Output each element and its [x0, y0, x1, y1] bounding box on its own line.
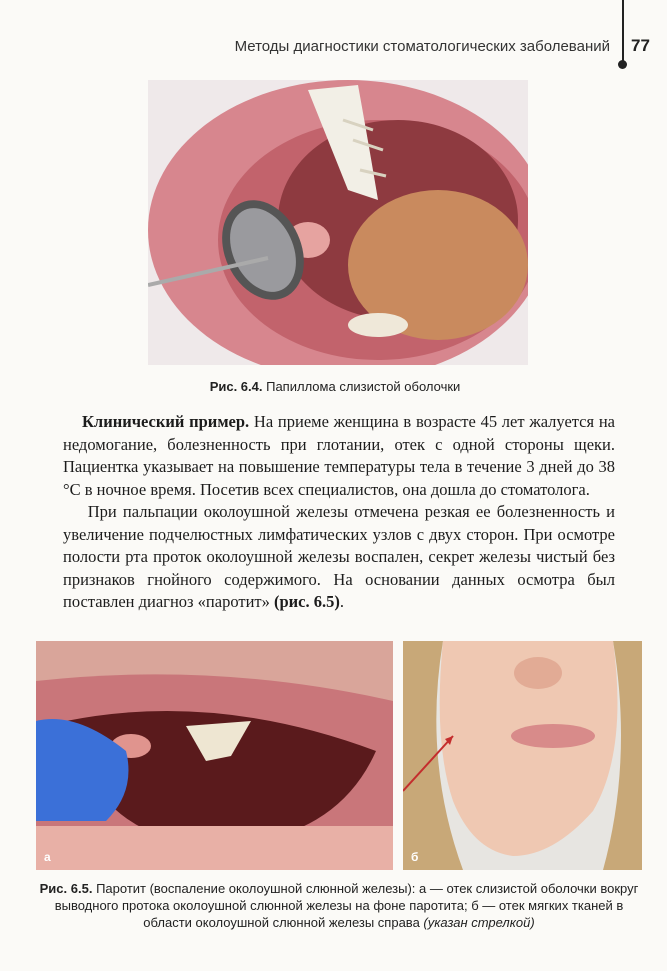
figure-6-4-caption-lead: Рис. 6.4.: [209, 379, 263, 394]
figure-6-5-caption-lead: Рис. 6.5.: [39, 881, 93, 896]
figure-6-5a-photo: [36, 641, 393, 870]
figure-reference: (рис. 6.5): [274, 592, 340, 611]
figure-6-5-caption: [34, 880, 644, 931]
header-rule: [622, 0, 624, 64]
palpation-end: .: [339, 592, 344, 611]
figure-6-5-caption-text: Паротит (воспаление околоушной слюнной железы): а — отек слизистой оболочки вокруг выводного протока околоушной слюнной железы на фоне паротита; б — отек мягких тканей в области околоушной слюнной железы справа: [54, 881, 639, 930]
figure-6-5b-label: б: [411, 850, 419, 864]
paragraph-palpation: [63, 501, 615, 614]
body-text: [63, 411, 615, 614]
figure-6-5a-label: а: [44, 850, 51, 864]
figure-6-4-photo: [148, 80, 528, 365]
clinical-example-lead: Клинический пример.: [81, 412, 250, 431]
running-head: Методы диагностики стоматологических заболеваний: [234, 38, 610, 55]
header-dot: [618, 60, 627, 69]
figure-6-5b-photo: [403, 641, 642, 870]
page-number: 77: [631, 36, 650, 55]
figure-6-4-caption: [100, 378, 570, 395]
figure-6-5-caption-italic: (указан стрелкой): [423, 915, 535, 930]
palpation-text: При пальпации околоушной железы отмечена резкая ее болезненность и увеличение подчелюстных лимфатических узлов с двух сторон. При осмотре полости рта проток околоушной железы воспален, секрет железы чистый без признаков гнойного содержимого. На основании данных осмотра был поставлен диагноз «паротит»: [63, 502, 615, 611]
clinical-example-text: На приеме женщина в возрасте 45 лет жалуется на недомогание, болезненность при глотании, отек с одной стороны щеки. Пациентка указывает на повышение температуры тела в течение 3 дней до 38 °С в ночное время. Посетив всех специалистов, она дошла до стоматолога.: [63, 412, 615, 499]
paragraph-clinical-example: [63, 411, 615, 501]
figure-6-4-caption-text: Папиллома слизистой оболочки: [262, 379, 461, 394]
